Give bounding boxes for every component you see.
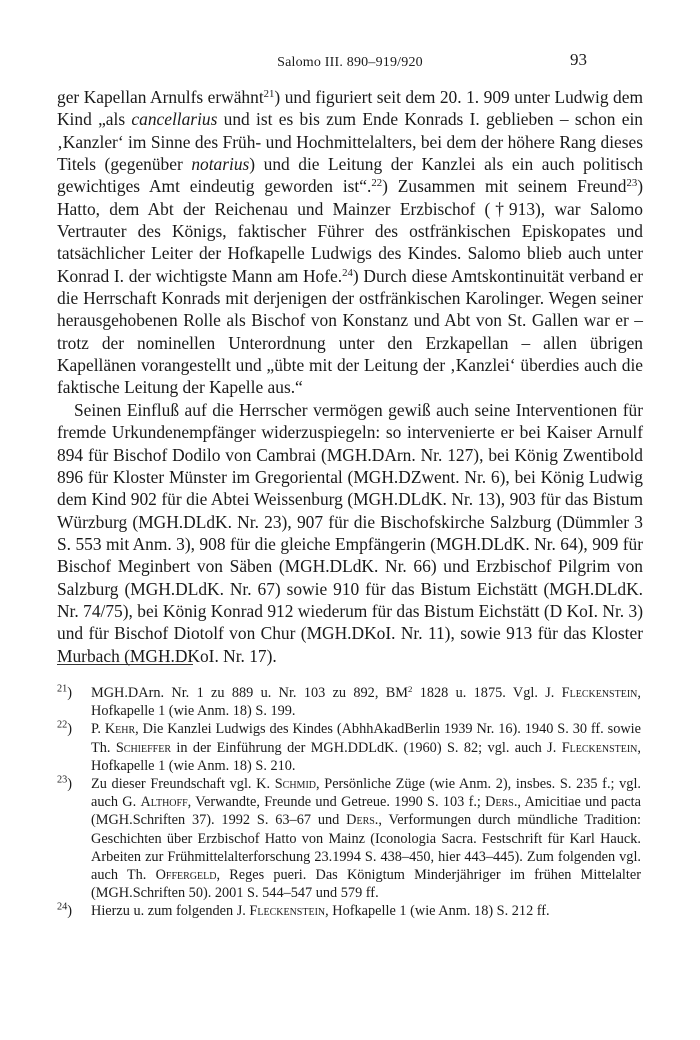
text-run: ) Zusammen mit seinem Freund: [382, 176, 627, 197]
italic-term: notarius: [191, 154, 250, 175]
text-run: , Hofkapelle 1 (wie Anm. 18) S. 199.: [91, 685, 641, 720]
paragraph-1: [57, 86, 643, 399]
footnotes: [57, 684, 641, 921]
footnote-ref-22[interactable]: 22: [371, 177, 383, 190]
text-run: in der Einführung der MGH.DDLdK. (1960) S. 82; vgl. auch J.: [171, 739, 562, 756]
page-number: 93: [570, 50, 587, 69]
author-name: Althoff: [140, 794, 188, 811]
text-run: , Hofkapelle 1 (wie Anm. 18) S. 210.: [91, 739, 641, 774]
text-run: Zu dieser Freundschaft vgl. K.: [91, 776, 275, 793]
text-run: und ist es bis zum Ende Konrads I. geblieben – schon ein ‚Kanzler‘ im Sinne des Früh- und Hochmittelalters, bei dem der höhere Rang dieses Titels (gegenüber: [57, 109, 643, 175]
author-name: Kehr: [104, 721, 136, 738]
footnote-number-value: 23: [57, 774, 68, 786]
author-name: Schmid: [274, 776, 317, 793]
text-run: , Hofkapelle 1 (wie Anm. 18) S. 212 ff.: [325, 903, 550, 920]
author-name: Fleckenstein: [561, 685, 638, 701]
author-name: Fleckenstein: [249, 903, 326, 920]
footnote-number: $^{22}$): [57, 719, 73, 738]
italic-term: cancellarius: [131, 109, 218, 130]
author-name: Fleckenstein: [561, 739, 638, 756]
footnote-separator: [57, 664, 193, 665]
text-run: ) Hatto, dem Abt der Reichenau und Mainzer Erzbischof (†913), war Salomo Vertrauter des Königs, faktischer Führer des ostfränkischen Episkopates und tatsächlicher Leiter der Hofkapelle Ludwigs des Kindes. Salomo blieb auch unter Konrad I. der wichtigste Mann am Hofe.: [57, 176, 643, 286]
text-run: ) und figuriert seit dem 20. 1. 909 unter Ludwig dem Kind „als: [57, 87, 643, 130]
text-run: ger Kapellan Arnulfs erwähnt: [57, 87, 264, 107]
footnote-number: $^{24}$): [57, 901, 73, 920]
footnote-23: [57, 775, 641, 902]
footnote-22: [57, 720, 641, 775]
footnote-ref-24[interactable]: 24: [342, 266, 353, 279]
text-run: , Persönliche Züge (wie Anm. 2), insbes. S. 235 f.; vgl. auch G.: [91, 776, 641, 811]
text-run: Hierzu u. zum folgenden J.: [91, 903, 250, 920]
paragraph-2: Seinen Einfluß auf die Herrscher vermögen gewiß auch seine Interventionen für fremde Urkundenempfänger widerzuspiegeln: so intervenierte er bei Kaiser Arnulf 894 für Bischof Dodilo von Cambrai (MGH.DArn. Nr. 127), bei König Zwentibold 896 für Kloster Münster im Gregoriental (MGH.DZwent. Nr. 6), bei König Ludwig dem Kind 902 für die Abtei Weissenburg (MGH.DLdK. Nr. 13), 903 für das Bistum Würzburg (MGH.DLdK. Nr. 23), 907 für die Bischofskirche Salzburg (Dümmler 3 S. 553 mit Anm. 3), 908 für die gleiche Empfängerin (MGH.DLdK. Nr. 64), 909 für Bischof Meginbert von Säben (MGH.DLdK. Nr. 66) und Erzbischof Pilgrim von Salzburg (MGH.DLdK. Nr. 67) sowie 910 für das Bistum Eichstätt (MGH.DLdK. Nr. 74/75), bei König Konrad 912 wiederum für das Bistum Eichstätt (D KoI. Nr. 3) und für Bischof Diotolf von Chur (MGH.DKoI. Nr. 11), sowie 913 für das Kloster Murbach (MGH.DKoI. Nr. 17).: [57, 399, 643, 666]
footnote-number: $^{21}$): [57, 683, 73, 701]
text-run: 1828 u. 1875. Vgl. J.: [412, 685, 562, 701]
text-run: P.: [91, 721, 105, 738]
text-run: ) Durch diese Amtskontinuität verband er die Herrschaft Konrads mit derjenigen der ostfränkischen Karolinger. Wegen seiner herausgehobenen Rolle als Bischof von Konstanz und Abt von St. Gallen war er – trotz der nominellen Unterordnung unter den Erzkapellan – allen übrigen Kapellänen vorangestellt und „übte mit der Leitung der ‚Kanzlei‘ überdies auch die faktische Leitung der Kapelle aus.“: [57, 265, 644, 398]
footnote-number-value: 22: [57, 719, 68, 731]
footnote-24: [57, 902, 641, 920]
author-name: Schieffer: [115, 739, 172, 756]
footnote-ref-21[interactable]: 21: [263, 88, 275, 101]
text-run: MGH.DArn. Nr. 1 zu 889 u. Nr. 103 zu 892, BM: [91, 685, 408, 701]
superscript: 2: [407, 684, 413, 695]
footnote-number-value: 21: [57, 683, 68, 695]
footnote-21: [57, 684, 641, 720]
text-run: , Reges pueri. Das Königtum Minderjähriger im frühen Mittelalter (MGH.Schriften 50). 2001 S. 544–547 und 579 ff.: [91, 867, 641, 902]
text-run: , Verformungen durch mündliche Tradition: Geschichten über Erzbischof Hatto von Mainz (Iconologia Sacra. Festschrift für Karl Hauck. Arbeiten zur Frühmittelalterforschung 23.1994 S. 438–450, hier 443–445). Zum folgenden vgl. auch Th.: [91, 812, 641, 884]
author-name: Offergeld: [155, 867, 217, 884]
author-name: Ders.: [346, 812, 379, 829]
text-run: ) und die Leitung der Kanzlei als ein auch politisch gewichtiges Amt eindeutig geworden ist“.: [57, 154, 644, 197]
text-run: , Verwandte, Freunde und Getreue. 1990 S. 103 f.;: [187, 794, 486, 811]
footnote-number-value: 24: [57, 901, 68, 913]
footnote-ref-23[interactable]: 23: [626, 177, 638, 190]
footnote-number: $^{23}$): [57, 774, 73, 793]
text-run: , Die Kanzlei Ludwigs des Kindes (AbhhAkadBerlin 1939 Nr. 16). 1940 S. 30 ff. sowie Th.: [91, 721, 642, 756]
text-run: , Amicitiae und pacta (MGH.Schriften 37). 1992 S. 63–67 und: [91, 794, 641, 829]
author-name: Ders.: [485, 794, 518, 811]
main-text: [57, 86, 643, 667]
running-title: Salomo III. 890–919/920: [277, 55, 423, 70]
